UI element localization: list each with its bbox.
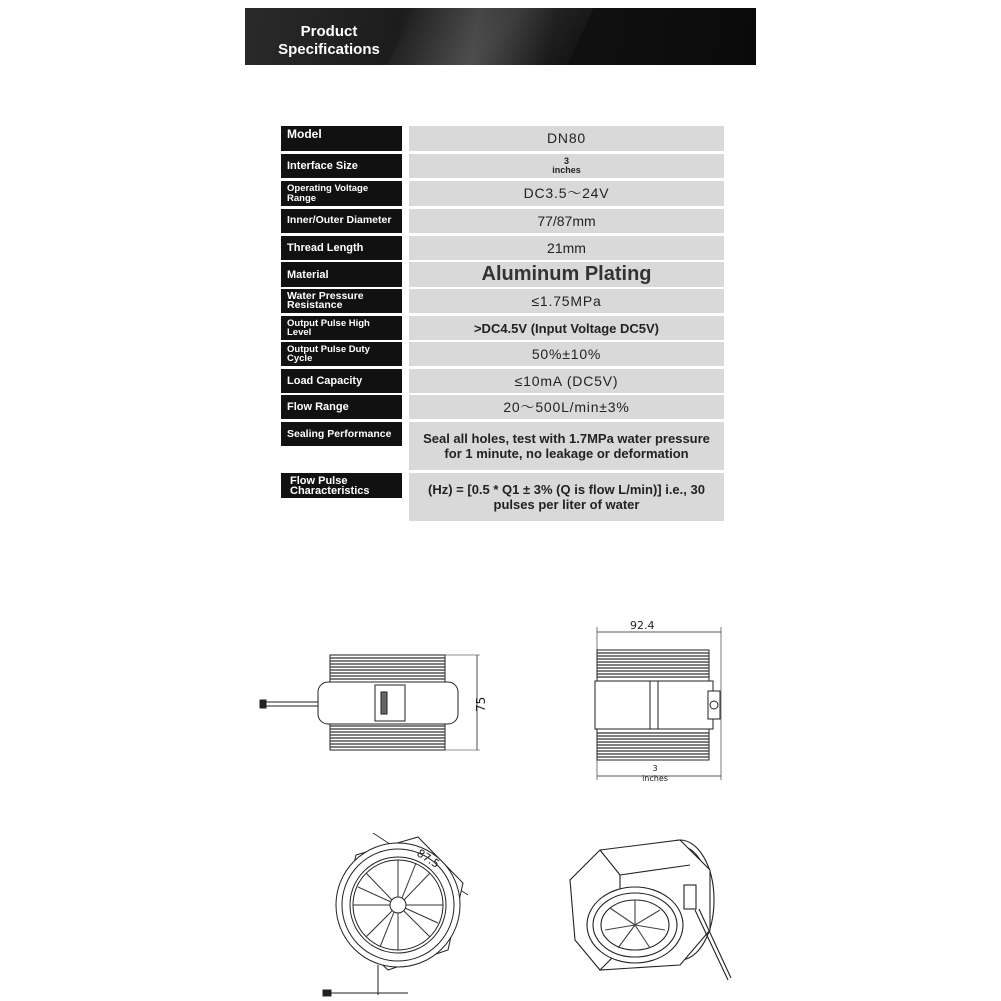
spec-value-line2: inches	[552, 165, 581, 175]
spec-row-thread-length	[281, 236, 724, 260]
spec-label: Load Capacity	[281, 369, 402, 393]
front-view-bottom-line2: inches	[642, 774, 668, 783]
spec-label: Flow Pulse Characteristics	[281, 473, 402, 498]
spec-label: Output Pulse High Level	[281, 316, 402, 340]
spec-label: Inner/Outer Diameter	[281, 209, 402, 233]
front-view-bottom-line1: 3	[652, 764, 658, 773]
spec-row-diameter	[281, 209, 724, 233]
spec-value: 50%±10%	[409, 342, 724, 366]
spec-row-model	[281, 126, 724, 151]
spec-label: Interface Size	[281, 154, 402, 178]
spec-row-material	[281, 262, 724, 287]
banner-title-line1: Product	[300, 23, 358, 40]
spec-label: Flow Range	[281, 395, 402, 419]
side-view-height-label: 75	[474, 696, 488, 712]
spec-row-sealing	[281, 422, 724, 470]
spec-value: (Hz) = [0.5 * Q1 ± 3% (Q is flow L/min)] i.e., 30 pulses per liter of water	[409, 473, 724, 521]
spec-row-interface-size	[281, 154, 724, 178]
spec-value: 77/87mm	[409, 209, 724, 233]
spec-value: 20～500L/min±3%	[409, 395, 724, 419]
spec-value: >DC4.5V (Input Voltage DC5V)	[409, 316, 724, 340]
isometric-view-drawing	[560, 830, 740, 985]
spec-value: DN80	[409, 126, 724, 151]
spec-value: ≤10mA (DC5V)	[409, 369, 724, 393]
spec-row-duty-cycle	[281, 342, 724, 366]
side-view-drawing	[255, 640, 495, 765]
spec-value: Aluminum Plating	[409, 262, 724, 287]
front-view-drawing	[590, 615, 730, 785]
spec-label: Water Pressure Resistance	[281, 289, 402, 313]
end-view-drawing	[318, 825, 483, 1000]
spec-value	[409, 154, 724, 178]
spec-label: Material	[281, 262, 402, 287]
banner-title-line2: Specifications	[278, 41, 380, 58]
spec-value-line1: 3	[563, 156, 569, 166]
spec-value: DC3.5～24V	[409, 181, 724, 206]
spec-row-flow-pulse	[281, 473, 724, 521]
spec-label: Operating Voltage Range	[281, 181, 402, 206]
end-view-diameter-label: 87.5	[414, 846, 442, 871]
spec-label: Thread Length	[281, 236, 402, 260]
spec-label: Output Pulse Duty Cycle	[281, 342, 402, 366]
spec-label: Sealing Performance	[281, 422, 402, 446]
spec-row-flow-range	[281, 395, 724, 419]
spec-value: 21mm	[409, 236, 724, 260]
spec-label: Model	[281, 126, 402, 151]
spec-row-operating-voltage	[281, 181, 724, 206]
section-banner	[245, 8, 756, 65]
spec-row-water-pressure	[281, 289, 724, 313]
front-view-width-label: 92.4	[630, 619, 655, 632]
spec-value: ≤1.75MPa	[409, 289, 724, 313]
banner-title	[245, 23, 413, 59]
spec-row-pulse-high	[281, 316, 724, 340]
spec-value: Seal all holes, test with 1.7MPa water pressure for 1 minute, no leakage or deformation	[409, 422, 724, 470]
side-view-body	[260, 655, 480, 750]
spec-row-load-capacity	[281, 369, 724, 393]
